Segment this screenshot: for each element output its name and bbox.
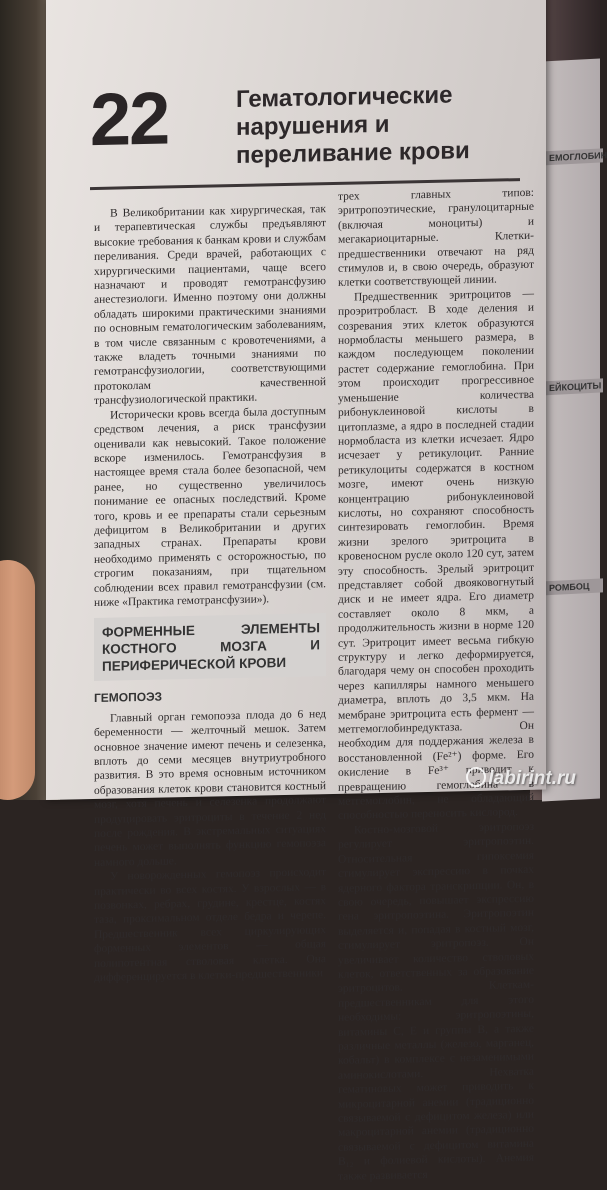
next-page-heading: ЕЙКОЦИТЫ xyxy=(546,378,603,395)
chapter-title: Гематологические нарушения и переливание крови xyxy=(236,81,470,170)
paragraph: В Великобритании как хирургическая, так и терапевтическая службы предъявляют высокие требования к банкам крови и службам переливания. Среди врачей, работающих с хирургическими пациентами, чаще всего назначают и проводят гемотрансфузию анестезиологи. Именно поэтому они должны обладать широкими практическими знаниями по основным гематологическим заболеваниям, в том числе связанным с кровотечениями, а также владеть точными знаниями по гемотрансфузиологии, соответствующими протоколам качественной трансфузиологической практики. xyxy=(94,203,326,408)
right-column xyxy=(338,186,534,1184)
chapter-header xyxy=(90,68,510,169)
subsection-heading: ГЕМОПОЭЗ xyxy=(94,689,162,706)
thumb xyxy=(0,560,35,800)
paragraph: трех главных типов: эритропоэтические, гранулоцитарные (включая моноциты) и мегакариоцитарные. Клетки-предшественники отвечают на ряд стимулов и, в свою очередь, образуют клетки соответствующей линии. xyxy=(338,186,534,290)
next-page-heading: РОМБОЦ xyxy=(546,578,603,595)
watermark xyxy=(466,767,576,790)
watermark-text: labirint.ru xyxy=(488,768,576,789)
paragraph: Главный орган гемопоэза плода до 6 нед беременности — желточный мешок. Затем основное значение имеют печень и селезенка, вплоть до семи месяцев внутриутробного развития. В это время основным источником образования клеток крови становится костный мозг, хотя печень и селезенка продолжают продуцировать эритроциты в течение 2 нед после рождения. В экстремальных ситуациях печень может выполнять функцию гемопоэза намного дольше. xyxy=(94,707,326,869)
left-column xyxy=(94,202,326,985)
book-page xyxy=(46,0,546,1183)
paragraph: Предшественник эритроцитов — проэритробласт. В ходе деления и созревания этих клеток образуются нормобласты меньшего размера, в каждом последующем поколении растет содержание гемоглобина. При этом происходит прогрессивное уменьшение количества рибонуклеиновой кислоты в цитоплазме, а ядро в последней стадии нормобласта из клетки исчезает. Ядро исчезает у ретикулоцит. Ранние ретикулоциты содержатся в костном мозге, имеют очень низкую концентрацию рибонуклеиновой кислоты, но сохраняют способность синтезировать гемоглобин. Время жизни зрелого эритроцита в кровеносном русле около 120 сут, затем эту способность. Зрелый эритроцит представляет собой двояковогнутый диск и не имеет ядра. Его диаметр составляет около 8 мкм, а продолжительность жизни в норме 120 сут. Эритроцит имеет весьма гибкую структуру и легко деформируется, благодаря чему он способен проходить через капилляры намного меньшего диаметра, вплоть до 3,5 мкм. На мембране эритроцита есть фермент — метгемоглобинредуктаза. Он необходим для поддержания железа в восстановленной (Fe²⁺) форме. Его окисление в Fe³⁺ приводит к превращению гемоглобина в метгемоглобин, не обладающий способностью переносить кислород. xyxy=(338,287,534,823)
paragraph: Исторически кровь всегда была доступным средством лечения, а риск трансфузии оценивали как невысокий. Такое положение вскоре изменилось. Гемотрансфузия в настоящее время стала более безопасной, чем ранее, но существенно увеличилось понимание ее опасных последствий. Кроме того, кровь и ее препараты стали серьезным дефицитом в Великобритании и других западных странах. Препараты крови необходимо применять с осторожностью, по строгим показаниям, при тщательном соблюдении всех правил гемотрансфузии (см. ниже «Практика гемотрансфузии»). xyxy=(94,404,326,609)
section-heading: ФОРМЕННЫЕ ЭЛЕМЕНТЫ КОСТНОГО МОЗГА И ПЕРИФЕРИЧЕСКОЙ КРОВИ xyxy=(94,614,326,682)
next-page-heading: ЕМОГЛОБИН xyxy=(546,148,603,165)
chapter-number: 22 xyxy=(90,76,169,162)
paragraph: Костно-мозговой эритропоэз регулирует эритропоэтин. Относительная гипоксемия стимулирует экспрессию в почках ядерного фактора транскрипции. Он, в свою очередь, повышает экспрессию гена эритропоэтина. Эритропоэтин выделяется и, попадая в костный мозг, стимулирует эритропоэз. Он увеличивает количество стволовых клеток, ответственных за образование эритроцитов. Клеткам-предшественникам для этого необходимы: эритропоэтины, витамины C, E и группы B, а также различные металлы (железо, марганец, кобальт) в комплексе с незаменимыми аминокислотами. Нехватка гематиновых может приводить к микроцитарной анемии (традиционно связываемой с дефицитом железа) или макроцитарной анемии (традиционно связываемой с дефицитом витамина B₁₂ и фолиевой кислоты). Анемия также развивается xyxy=(338,820,534,1183)
next-page-edge xyxy=(542,58,607,801)
labirint-logo-icon xyxy=(466,767,486,787)
paragraph: У новорожденных гемопоэз происходит практически во всех костях. У взрослых — в позвонках, ребрах, грудине, крестце, костях таза, проксимальном отделе бедра и черепе. Предшественник всех циркулирующих форменных элементов — общая полипотентная стволовая клетка. Она дифференцируется в клетки-предшественники xyxy=(94,866,326,985)
